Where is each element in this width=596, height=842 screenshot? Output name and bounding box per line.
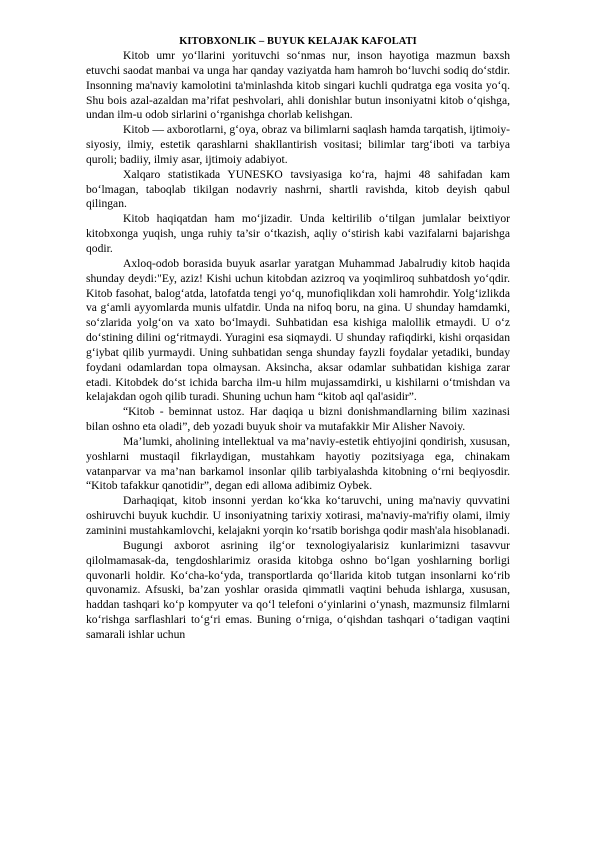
paragraph: Kitob — axborotlarni, g‘oya, obraz va bilimlarni saqlash hamda tarqatish, ijtimoiy-siyosiy, ilmiy, estetik qarashlarni shakllantirish vositasi; bilimlar targ‘iboti va tarbiya quroli; badiiy, ilmiy asar, ijtimoiy adabiyot. — [86, 123, 510, 166]
paragraph: Kitob haqiqatdan ham mo‘jizadir. Unda keltirilib o‘tilgan jumlalar beixtiyor kitobxonga yuqish, unga ruhiy ta’sir o‘tkazish, aqliy o‘stirish kabi vazifalarni bajarishga qodir. — [86, 212, 510, 255]
paragraph: Axloq-odob borasida buyuk asarlar yaratgan Muhammad Jabalrudiy kitob haqida shunday deydi:"Ey, aziz! Kishi uchun kitobdan azizroq va yoqimliroq suhbatdosh yo‘qdir. Kitob fasohat, balog‘atda, latofatda tengi yo‘q, munofiqlikdan xoli hamrohdir. Yolg‘izlikda va g‘amli ayyomlarda munis ulfatdir. Unda na nifoq boru, na gina. U shunday hamdamki, so‘zlarida yolg‘on va xato bo‘lmaydi. Suhbatidan esa kishiga malollik etmaydi. U o‘z do‘stining dilini og‘ritmaydi. Yuragini esa siqmaydi. U shunday rafiqdirki, kishi orqasidan g‘iybat qilib yurmaydi. Uning suhbatidan senga shunday fayzli foydalar yetadiki, bunday foydani odamlardan topa olmaysan. Aksincha, aksar odamlar suhbatidan kishiga zarar etadi. Kitobdek do‘st ichida barcha ilm-u hilm mujassamdirki, u kishilarni o‘tmishdan va kelajakdan ogoh qilib turadi. Shuning uchun ham “kitob aql qal'asidir”. — [86, 256, 510, 404]
paragraph: Darhaqiqat, kitob insonni yerdan ko‘kka ko‘taruvchi, uning ma'naviy quvvatini oshiruvchi buyuk kuchdir. U insoniyatning tarixiy xotirasi, ma'naviy-ma'rifiy olami, ilmiy zaminini mustahkamlovchi, kelajakni yorqin ko‘rsatib borishga qodir mash'ala hisoblanadi. — [86, 494, 510, 537]
document-title: KITOBXONLIK – BUYUK KELAJAK KAFOLATI — [179, 36, 417, 47]
paragraph: Ma’lumki, aholining intellektual va ma’naviy-estetik ehtiyojini qondirish, xususan, yoshlarni mustaqil fikrlaydigan, mustahkam hayotiy pozitsiyaga ega, chinakam vatanparvar va ma’nan barkamol insonlar qilib tarbiyalashda kitobning o‘rni beqiyosdir. “Kitob tafakkur qanotidir”, degan edi allома adibimiz Oybek. — [86, 434, 510, 493]
paragraph: Xalqaro statistikada YUNESKO tavsiyasiga ko‘ra, hajmi 48 sahifadan kam bo‘lmagan, taboqlab tikilgan nodavriy nashrni, shartli ravishda, kitob deyish qabul qilingan. — [86, 167, 510, 211]
paragraph: Bugungi axborot asrining ilg‘or texnologiyalarisiz kunlarimizni tasavvur qilolmamasak-da, tengdoshlarimiz orasida kitobga oshno bo‘lgan yoshlarning borligi quvonarli holdir. Ko‘cha-ko‘yda, transportlarda qo‘llarida kitob tutgan insonlarni ko‘rib quvonamiz. Afsuski, ba’zan yoshlar orasida qimmatli vaqtini behuda ishlarga, xususan, haddan tashqari ko‘p kompyuter va qo‘l telefoni o‘yinlarini o‘ynash, mazmunsiz filmlarni ko‘rishga sarflashlari to‘g‘ri emas. Buning o‘rniga, o‘qishdan tashqari o‘tadigan vaqtini samarali ishlar uchun — [86, 538, 510, 641]
paragraph: “Kitob - beminnat ustoz. Har daqiqa u bizni donishmandlarning bilim xazinasi bilan oshno eta oladi”, deb yozadi buyuk shoir va mutafakkir Mir Alisher Navoiy. — [86, 405, 510, 434]
document-body — [86, 49, 510, 643]
paragraph: Kitob umr yo‘llarini yorituvchi so‘nmas nur, inson hayotiga mazmun baxsh etuvchi saodat manbai va unga har qanday vaziyatda ham hamroh bo‘luvchi sodiq do‘stdir. Insonning ma'naviy kamolotini ta'minlashda kitob singari kuchli qudratga ega vosita yo‘q. Shu bois azal-azaldan ma’rifat peshvolari, ahli donishlar butun insoniyatni kitob o‘qishga, undan ilm-u odob sirlarini o‘rganishga chorlab kelishgan. — [86, 49, 510, 122]
